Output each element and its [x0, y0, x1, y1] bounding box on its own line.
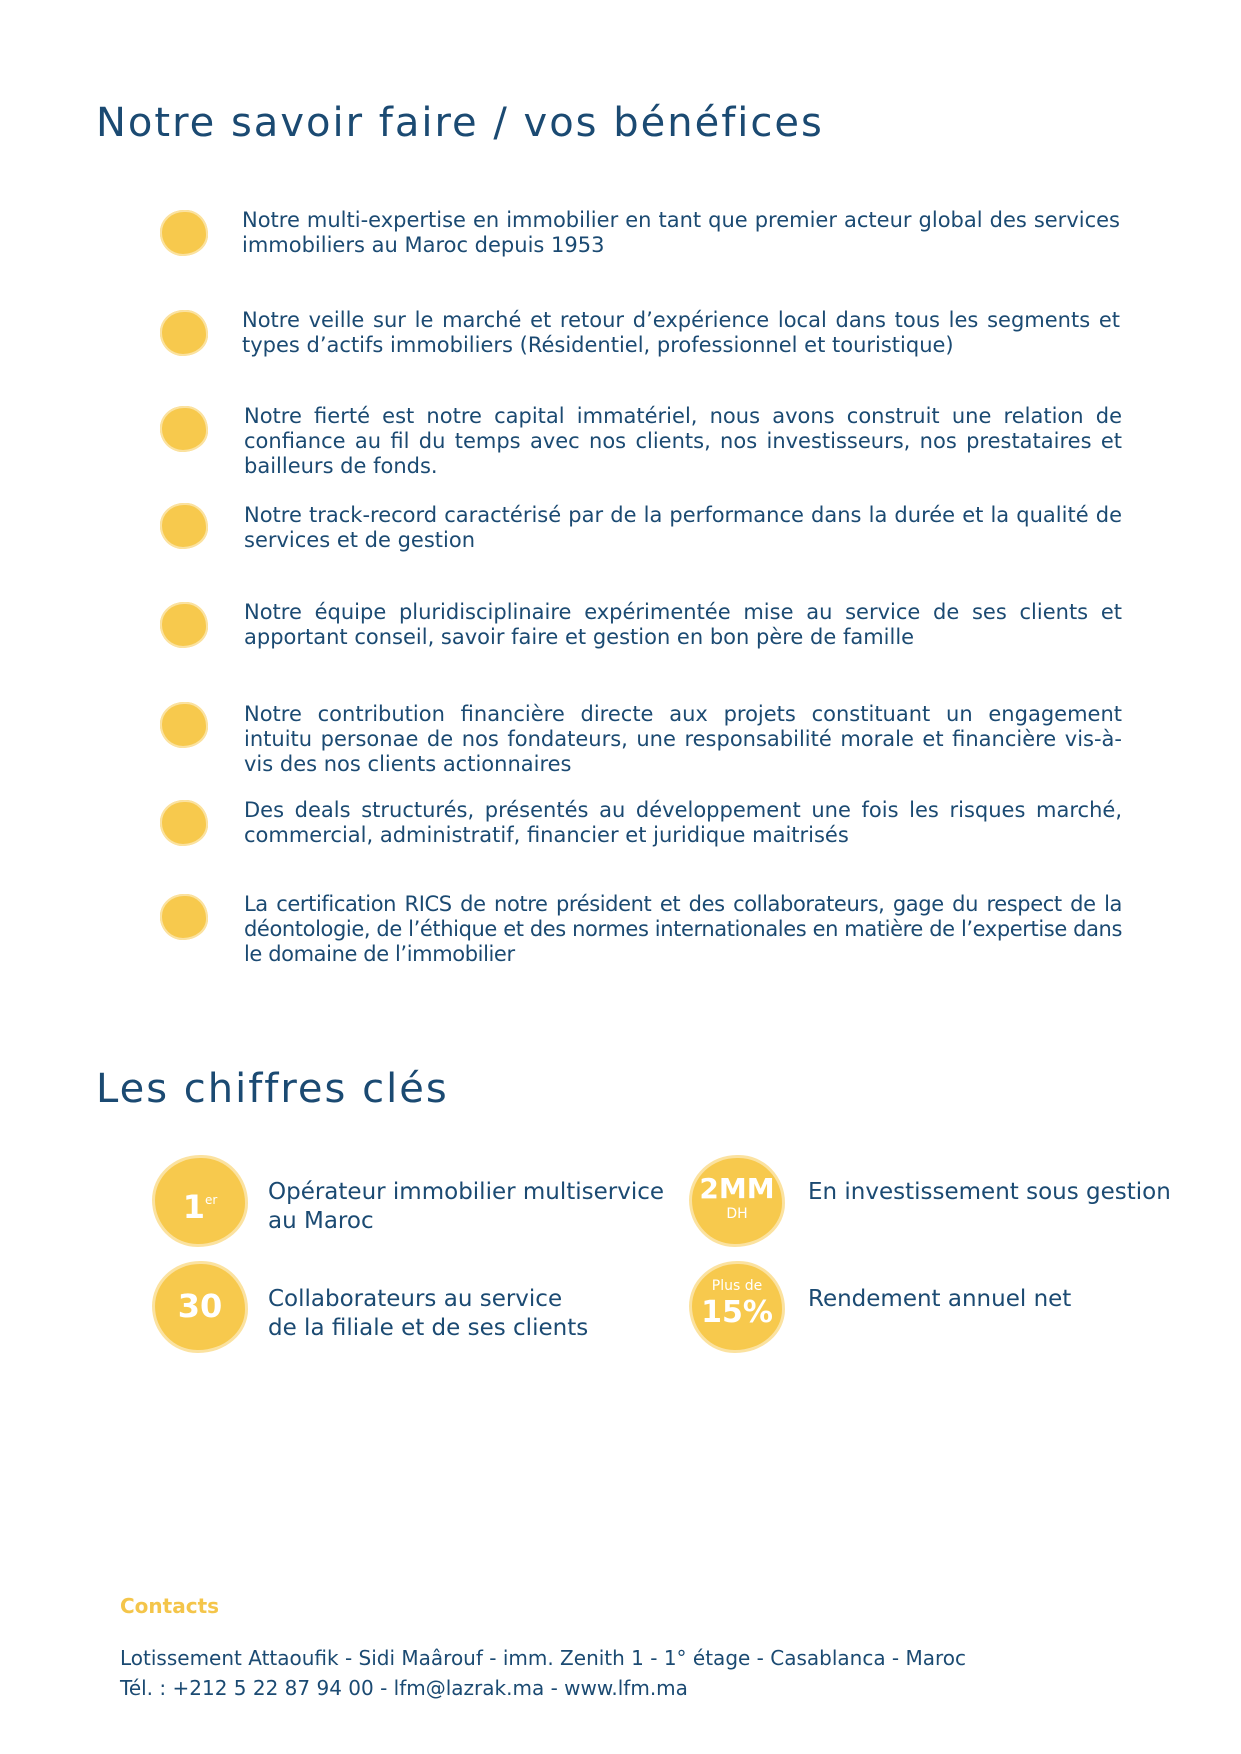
benefit-text: Notre track-record caractérisé par de la performance dans la durée et la qualité de services et de gestion [244, 503, 1122, 552]
bullet-icon [160, 210, 208, 256]
staff-value: 30 [177, 1287, 223, 1325]
benefit-item [160, 208, 1120, 264]
bullet-icon [160, 406, 208, 452]
benefit-text: La certification RICS de notre président et des collaborateurs, gage du respect de la déontologie, de l’éthique et des normes internationales en matière de l’expertise dans le domaine de l’immobilier [244, 892, 1122, 966]
key-figure-line: Opérateur immobilier multiservice [268, 1179, 665, 1205]
contacts-heading: Contacts [120, 1594, 220, 1618]
benefit-text: Notre veille sur le marché et retour d’expérience local dans tous les segments et types d’actifs immobiliers (Résidentiel, professionnel et touristique) [242, 308, 1120, 357]
key-figure-line: Rendement annuel net [808, 1286, 1072, 1312]
investment-unit: DH [726, 1206, 748, 1222]
benefit-item [160, 892, 1120, 972]
yield-value: 15% [701, 1295, 773, 1330]
key-figure-text [808, 1285, 1071, 1314]
investment-badge [692, 1158, 782, 1244]
key-figure-text [808, 1178, 1171, 1207]
key-figure-line: En investissement sous gestion [808, 1179, 1171, 1205]
contact-address: Lotissement Attaoufik - Sidi Maârouf - imm. Zenith 1 - 1° étage - Casablanca - Maroc [120, 1646, 967, 1670]
bullet-icon [160, 702, 208, 748]
benefit-text: Notre équipe pluridisciplinaire expérimentée mise au service de ses clients et apportant conseil, savoir faire et gestion en bon père de famille [244, 600, 1122, 649]
benefit-text: Notre contribution financière directe aux projets constituant un engagement intuitu personae de nos fondateurs, une responsabilité morale et financière vis-à-vis des nos clients actionnaires [244, 702, 1122, 776]
benefit-item [160, 702, 1120, 782]
bullet-icon [160, 800, 208, 846]
bullet-icon [160, 503, 208, 549]
section-title-chiffres-cles: Les chiffres clés [96, 1066, 449, 1112]
rank-badge [155, 1158, 245, 1244]
key-figure-text [268, 1285, 588, 1343]
bullet-icon [160, 310, 208, 356]
key-figure-text [268, 1178, 664, 1236]
bullet-icon [160, 602, 208, 648]
benefit-text: Des deals structurés, présentés au développement une fois les risques marché, commercial, administratif, financier et juridique maitrisés [244, 798, 1122, 847]
bullet-icon [160, 894, 208, 940]
key-figure-line: au Maroc [268, 1208, 374, 1234]
benefit-text: Notre fierté est notre capital immatériel, nous avons construit une relation de confiance au fil du temps avec nos clients, nos investisseurs, nos prestataires et bailleurs de fonds. [244, 404, 1122, 478]
key-figure-line: Collaborateurs au service [268, 1286, 563, 1312]
benefit-item [160, 798, 1120, 854]
key-figure-line: de la filiale et de ses clients [268, 1315, 589, 1341]
benefit-item [160, 404, 1122, 478]
yield-badge [692, 1264, 782, 1350]
benefit-item [160, 503, 1120, 559]
investment-value: 2MM [699, 1172, 775, 1205]
benefit-text: Notre multi-expertise en immobilier en tant que premier acteur global des services immobiliers au Maroc depuis 1953 [242, 208, 1120, 257]
yield-prefix: Plus de [711, 1278, 763, 1294]
benefit-item [160, 600, 1120, 656]
contact-phone-email-web: Tél. : +212 5 22 87 94 00 - lfm@lazrak.ma - www.lfm.ma [120, 1676, 688, 1700]
rank-suffix: er [204, 1193, 218, 1207]
benefit-item [160, 308, 1120, 364]
section-title-savoir-faire: Notre savoir faire / vos bénéfices [96, 100, 824, 146]
staff-badge [155, 1264, 245, 1350]
rank-value: 1 [182, 1188, 205, 1226]
